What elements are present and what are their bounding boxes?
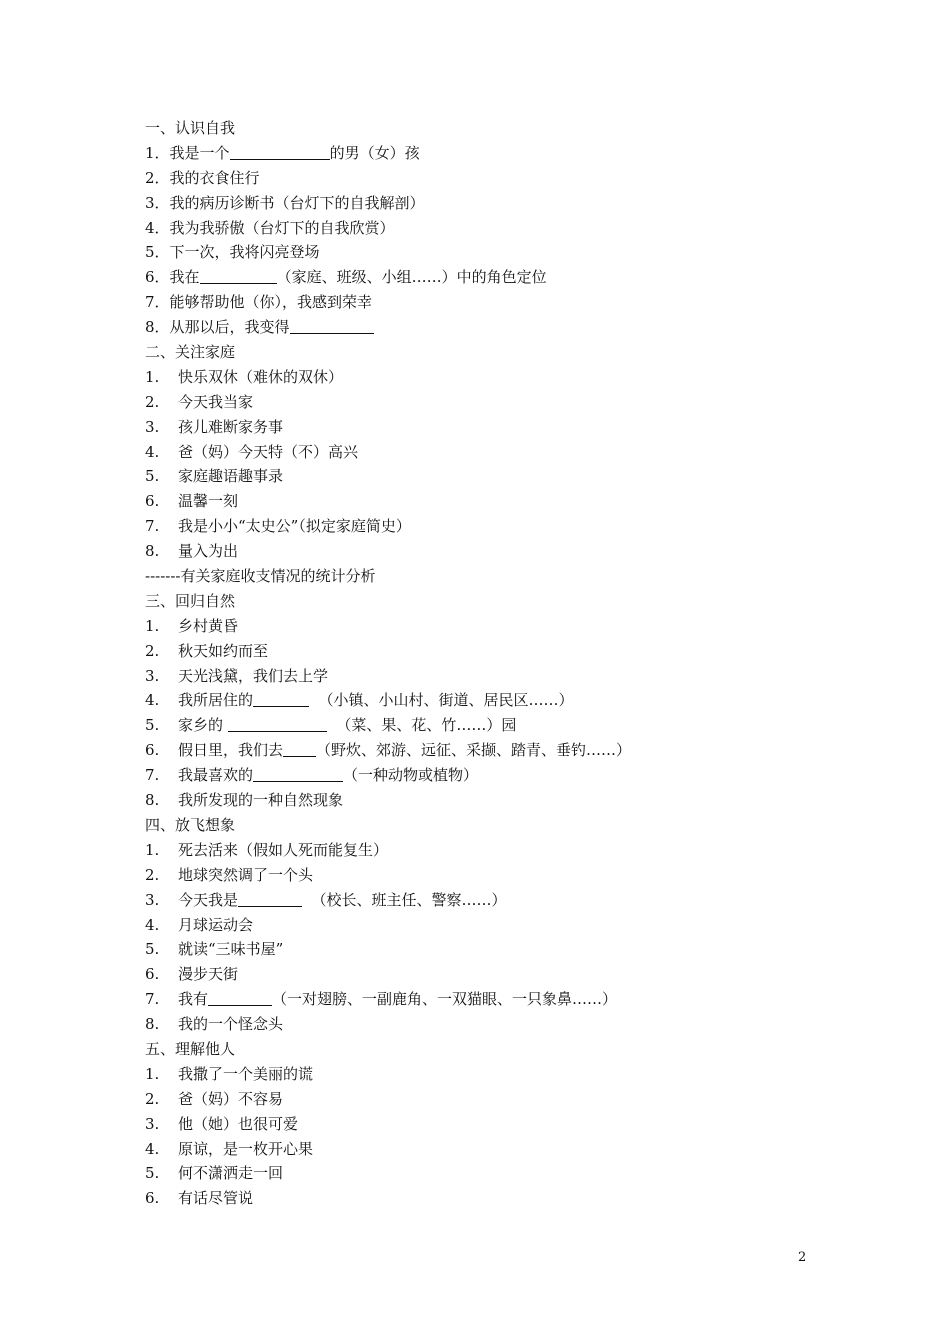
item-text: 我的衣食住行 bbox=[169, 168, 260, 187]
list-item bbox=[145, 539, 845, 564]
item-text: 有话尽管说 bbox=[178, 1189, 254, 1208]
section-heading: 二、关注家庭 bbox=[145, 343, 236, 362]
item-text: 我撒了一个美丽的谎 bbox=[178, 1064, 314, 1083]
item-number: 5. bbox=[145, 467, 160, 486]
fill-in-blank bbox=[290, 317, 374, 334]
list-item bbox=[145, 1062, 845, 1087]
list-item bbox=[145, 216, 845, 241]
list-item bbox=[145, 464, 845, 489]
list-item bbox=[145, 1186, 845, 1211]
fill-in-blank bbox=[238, 890, 302, 907]
item-number: 3. bbox=[145, 666, 160, 685]
item-number: 4. bbox=[145, 1139, 160, 1158]
list-item bbox=[145, 390, 845, 415]
list-item bbox=[145, 863, 845, 888]
list-item bbox=[145, 1087, 845, 1112]
document-body bbox=[145, 116, 845, 1211]
item-text: 我在 bbox=[169, 268, 200, 287]
list-item bbox=[145, 290, 845, 315]
item-number: 6. bbox=[145, 741, 160, 760]
item-text: 死去活来（假如人死而能复生） bbox=[178, 840, 389, 859]
item-text-after-blank: （一对翅膀、一副鹿角、一双猫眼、一只象鼻……） bbox=[272, 990, 618, 1009]
item-text: -------有关家庭收支情况的统计分析 bbox=[145, 567, 376, 586]
list-item bbox=[145, 1161, 845, 1186]
item-text: 我所发现的一种自然现象 bbox=[178, 791, 344, 810]
item-number: 6. bbox=[145, 965, 160, 984]
fill-in-blank bbox=[253, 765, 343, 782]
item-text: 家乡的 bbox=[178, 716, 228, 735]
section-heading: 五、理解他人 bbox=[145, 1039, 236, 1058]
fill-in-blank bbox=[253, 690, 309, 707]
page-number: 2 bbox=[798, 1250, 807, 1265]
item-text: 我的病历诊断书（台灯下的自我解剖） bbox=[169, 193, 425, 212]
item-text: 假日里，我们去 bbox=[178, 741, 284, 760]
fill-in-blank bbox=[208, 989, 272, 1006]
list-item bbox=[145, 415, 845, 440]
list-item bbox=[145, 440, 845, 465]
item-text-after-blank: 的男（女）孩 bbox=[329, 143, 420, 162]
item-number: 7. bbox=[145, 766, 160, 785]
list-item bbox=[145, 1012, 845, 1037]
item-text-after-blank: （小镇、小山村、街道、居民区……） bbox=[309, 691, 574, 710]
item-number: 2. bbox=[145, 1089, 160, 1108]
item-text-after-blank: （一种动物或植物） bbox=[343, 766, 479, 785]
item-number: 4. bbox=[145, 915, 160, 934]
list-item bbox=[145, 664, 845, 689]
list-item bbox=[145, 838, 845, 863]
item-number: 3. bbox=[145, 1114, 160, 1133]
item-text: 秋天如约而至 bbox=[178, 641, 269, 660]
item-text: 何不潇洒走一回 bbox=[178, 1164, 284, 1183]
section-heading: 四、放飞想象 bbox=[145, 815, 236, 834]
item-text: 能够帮助他（你），我感到荣幸 bbox=[169, 293, 373, 312]
item-number: 1. bbox=[145, 367, 160, 386]
item-text: 我为我骄傲（台灯下的自我欣赏） bbox=[169, 218, 395, 237]
item-text: 孩儿难断家务事 bbox=[178, 417, 284, 436]
item-number: 5. bbox=[145, 940, 160, 959]
item-text: 爸（妈）不容易 bbox=[178, 1089, 284, 1108]
item-text: 爸（妈）今天特（不）高兴 bbox=[178, 442, 359, 461]
list-item bbox=[145, 1112, 845, 1137]
list-item bbox=[145, 962, 845, 987]
list-item bbox=[145, 265, 845, 290]
item-number: 7． bbox=[145, 293, 170, 312]
list-item bbox=[145, 788, 845, 813]
item-number: 5. bbox=[145, 1164, 160, 1183]
item-text: 我有 bbox=[178, 990, 209, 1009]
item-text: 从那以后，我变得 bbox=[169, 318, 290, 337]
list-item bbox=[145, 240, 845, 265]
list-item bbox=[145, 688, 845, 713]
list-item bbox=[145, 763, 845, 788]
item-number: 6. bbox=[145, 492, 160, 511]
list-item bbox=[145, 713, 845, 738]
item-text: 乡村黄昏 bbox=[178, 616, 239, 635]
item-number: 8. bbox=[145, 542, 160, 561]
item-number: 5． bbox=[145, 243, 170, 262]
section-heading: 三、回归自然 bbox=[145, 591, 236, 610]
item-text: 我是小小“太史公”（拟定家庭简史） bbox=[178, 517, 411, 536]
item-text: 我最喜欢的 bbox=[178, 766, 254, 785]
item-text-after-blank: （家庭、班级、小组……）中的角色定位 bbox=[276, 268, 547, 287]
list-item bbox=[145, 489, 845, 514]
item-text: 下一次，我将闪亮登场 bbox=[169, 243, 320, 262]
fill-in-blank bbox=[283, 740, 316, 757]
item-text: 他（她）也很可爱 bbox=[178, 1114, 299, 1133]
item-number: 4. bbox=[145, 691, 160, 710]
item-text-after-blank: （菜、果、花、竹……）园 bbox=[326, 716, 517, 735]
section-heading: 一、认识自我 bbox=[145, 119, 236, 137]
item-text-after-blank: （校长、班主任、警察……） bbox=[302, 890, 507, 909]
item-text: 天光浅黛，我们去上学 bbox=[178, 666, 329, 685]
list-item bbox=[145, 738, 845, 763]
item-text: 快乐双休（难休的双休） bbox=[178, 367, 344, 386]
item-number: 8. bbox=[145, 791, 160, 810]
item-text: 我所居住的 bbox=[178, 691, 254, 710]
item-number: 6. bbox=[145, 1189, 160, 1208]
fill-in-blank bbox=[200, 267, 277, 284]
list-item bbox=[145, 514, 845, 539]
item-number: 1． bbox=[145, 143, 170, 162]
item-text: 量入为出 bbox=[178, 542, 239, 561]
item-number: 1. bbox=[145, 840, 160, 859]
item-number: 7. bbox=[145, 990, 160, 1009]
item-number: 8． bbox=[145, 318, 170, 337]
item-number: 7. bbox=[145, 517, 160, 536]
list-item bbox=[145, 191, 845, 216]
fill-in-blank bbox=[228, 715, 327, 732]
item-text: 温馨一刻 bbox=[178, 492, 239, 511]
list-item bbox=[145, 365, 845, 390]
list-item bbox=[145, 1137, 845, 1162]
item-text: 家庭趣语趣事录 bbox=[178, 467, 284, 486]
item-text: 月球运动会 bbox=[178, 915, 254, 934]
item-text: 今天我是 bbox=[178, 890, 239, 909]
list-item bbox=[145, 937, 845, 962]
item-number: 2. bbox=[145, 865, 160, 884]
item-text: 原谅，是一枚开心果 bbox=[178, 1139, 314, 1158]
item-number: 2. bbox=[145, 392, 160, 411]
list-item bbox=[145, 639, 845, 664]
item-number: 2. bbox=[145, 641, 160, 660]
item-number: 1. bbox=[145, 616, 160, 635]
item-number: 3. bbox=[145, 417, 160, 436]
fill-in-blank bbox=[230, 143, 330, 160]
item-number: 4． bbox=[145, 218, 170, 237]
item-text: 我的一个怪念头 bbox=[178, 1015, 284, 1034]
item-number: 3． bbox=[145, 193, 170, 212]
item-number: 4. bbox=[145, 442, 160, 461]
item-number: 1. bbox=[145, 1064, 160, 1083]
list-item bbox=[145, 141, 845, 166]
item-text: 地球突然调了一个头 bbox=[178, 865, 314, 884]
list-item bbox=[145, 166, 845, 191]
item-text: 今天我当家 bbox=[178, 392, 254, 411]
item-text: 就读“三味书屋” bbox=[178, 940, 284, 959]
list-item bbox=[145, 913, 845, 938]
item-text-after-blank: （野炊、郊游、远征、采撷、踏青、垂钓……） bbox=[316, 741, 632, 760]
list-item bbox=[145, 987, 845, 1012]
item-number: 2． bbox=[145, 168, 170, 187]
item-number: 6． bbox=[145, 268, 170, 287]
item-text: 漫步天街 bbox=[178, 965, 239, 984]
item-number: 8. bbox=[145, 1015, 160, 1034]
list-item bbox=[145, 564, 845, 589]
item-number: 5. bbox=[145, 716, 160, 735]
list-item bbox=[145, 315, 845, 340]
list-item bbox=[145, 888, 845, 913]
item-number: 3. bbox=[145, 890, 160, 909]
item-text: 我是一个 bbox=[169, 143, 230, 162]
list-item bbox=[145, 614, 845, 639]
